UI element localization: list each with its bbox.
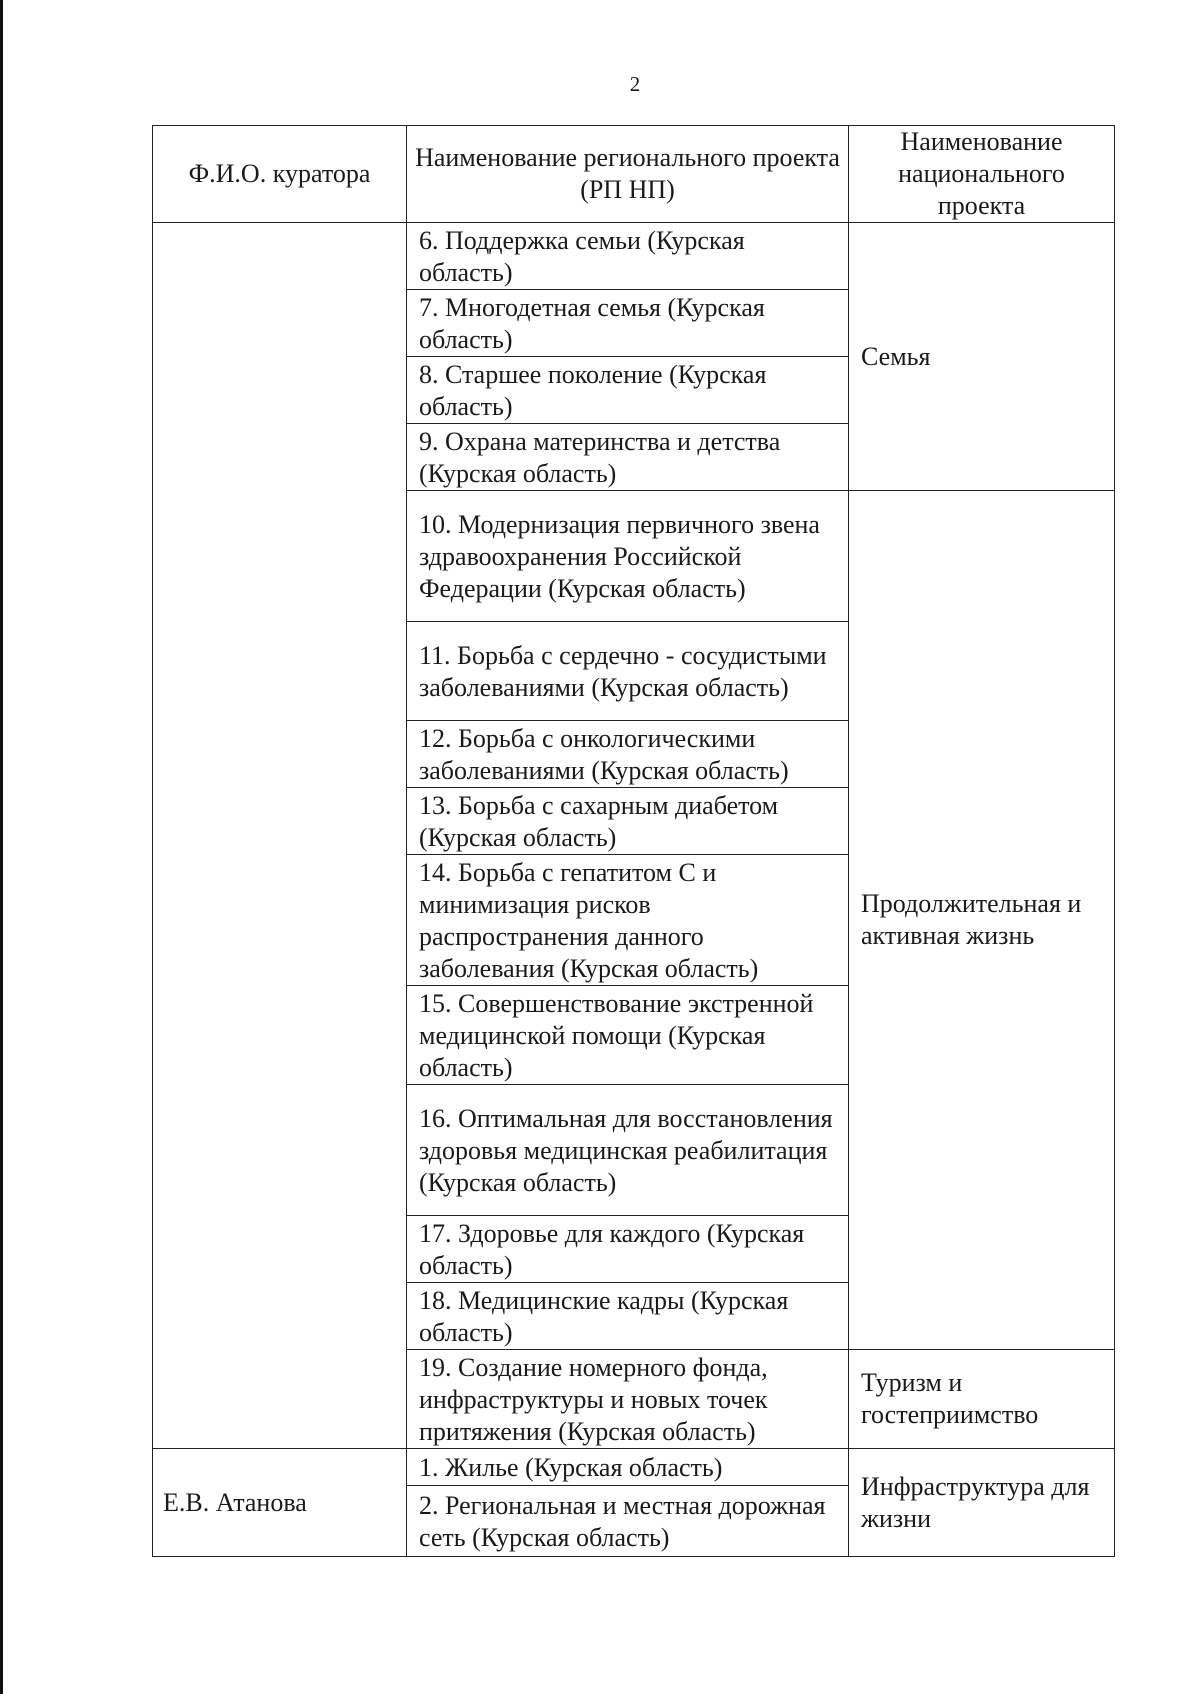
regional-project-cell: 16. Оптимальная для восстановления здоровья медицинская реабилитация (Курская область) [407,1085,849,1216]
curators-projects-table [152,125,1115,1557]
regional-project-cell: 7. Многодетная семья (Курская область) [407,290,849,357]
page-number: 2 [629,72,641,96]
table-header-row [153,126,1115,223]
curator-cell [153,223,407,1449]
regional-project-cell: 10. Модернизация первичного звена здравоохранения Российской Федерации (Курская область) [407,491,849,622]
national-project-cell: Туризм и гостеприимство [849,1350,1115,1449]
regional-project-cell: 15. Совершенствование экстренной медицинской помощи (Курская область) [407,986,849,1085]
regional-project-cell: 13. Борьба с сахарным диабетом (Курская область) [407,788,849,855]
regional-project-cell: 18. Медицинские кадры (Курская область) [407,1283,849,1350]
regional-project-cell: 12. Борьба с онкологическими заболеваниями (Курская область) [407,721,849,788]
national-project-cell: Продолжительная и активная жизнь [849,491,1115,1350]
regional-project-cell: 8. Старшее поколение (Курская область) [407,357,849,424]
curator-cell: Е.В. Атанова [153,1449,407,1557]
regional-project-cell: 1. Жилье (Курская область) [407,1449,849,1486]
national-project-cell: Семья [849,223,1115,491]
header-national-project: Наименование национального проекта [849,126,1115,223]
regional-project-cell: 14. Борьба с гепатитом С и минимизация рисков распространения данного заболевания (Курская область) [407,855,849,986]
header-curator: Ф.И.О. куратора [153,126,407,223]
scan-edge-line [0,0,3,1694]
table-row [153,1449,1115,1486]
header-regional-project: Наименование регионального проекта (РП НП) [407,126,849,223]
regional-project-cell: 19. Создание номерного фонда, инфраструктуры и новых точек притяжения (Курская область) [407,1350,849,1449]
regional-project-cell: 9. Охрана материнства и детства (Курская область) [407,424,849,491]
regional-project-cell: 6. Поддержка семьи (Курская область) [407,223,849,290]
regional-project-cell: 11. Борьба с сердечно - сосудистыми заболеваниями (Курская область) [407,622,849,721]
regional-project-cell: 2. Региональная и местная дорожная сеть (Курская область) [407,1486,849,1557]
regional-project-cell: 17. Здоровье для каждого (Курская область) [407,1216,849,1283]
national-project-cell: Инфраструктура для жизни [849,1449,1115,1557]
table-row [153,223,1115,290]
